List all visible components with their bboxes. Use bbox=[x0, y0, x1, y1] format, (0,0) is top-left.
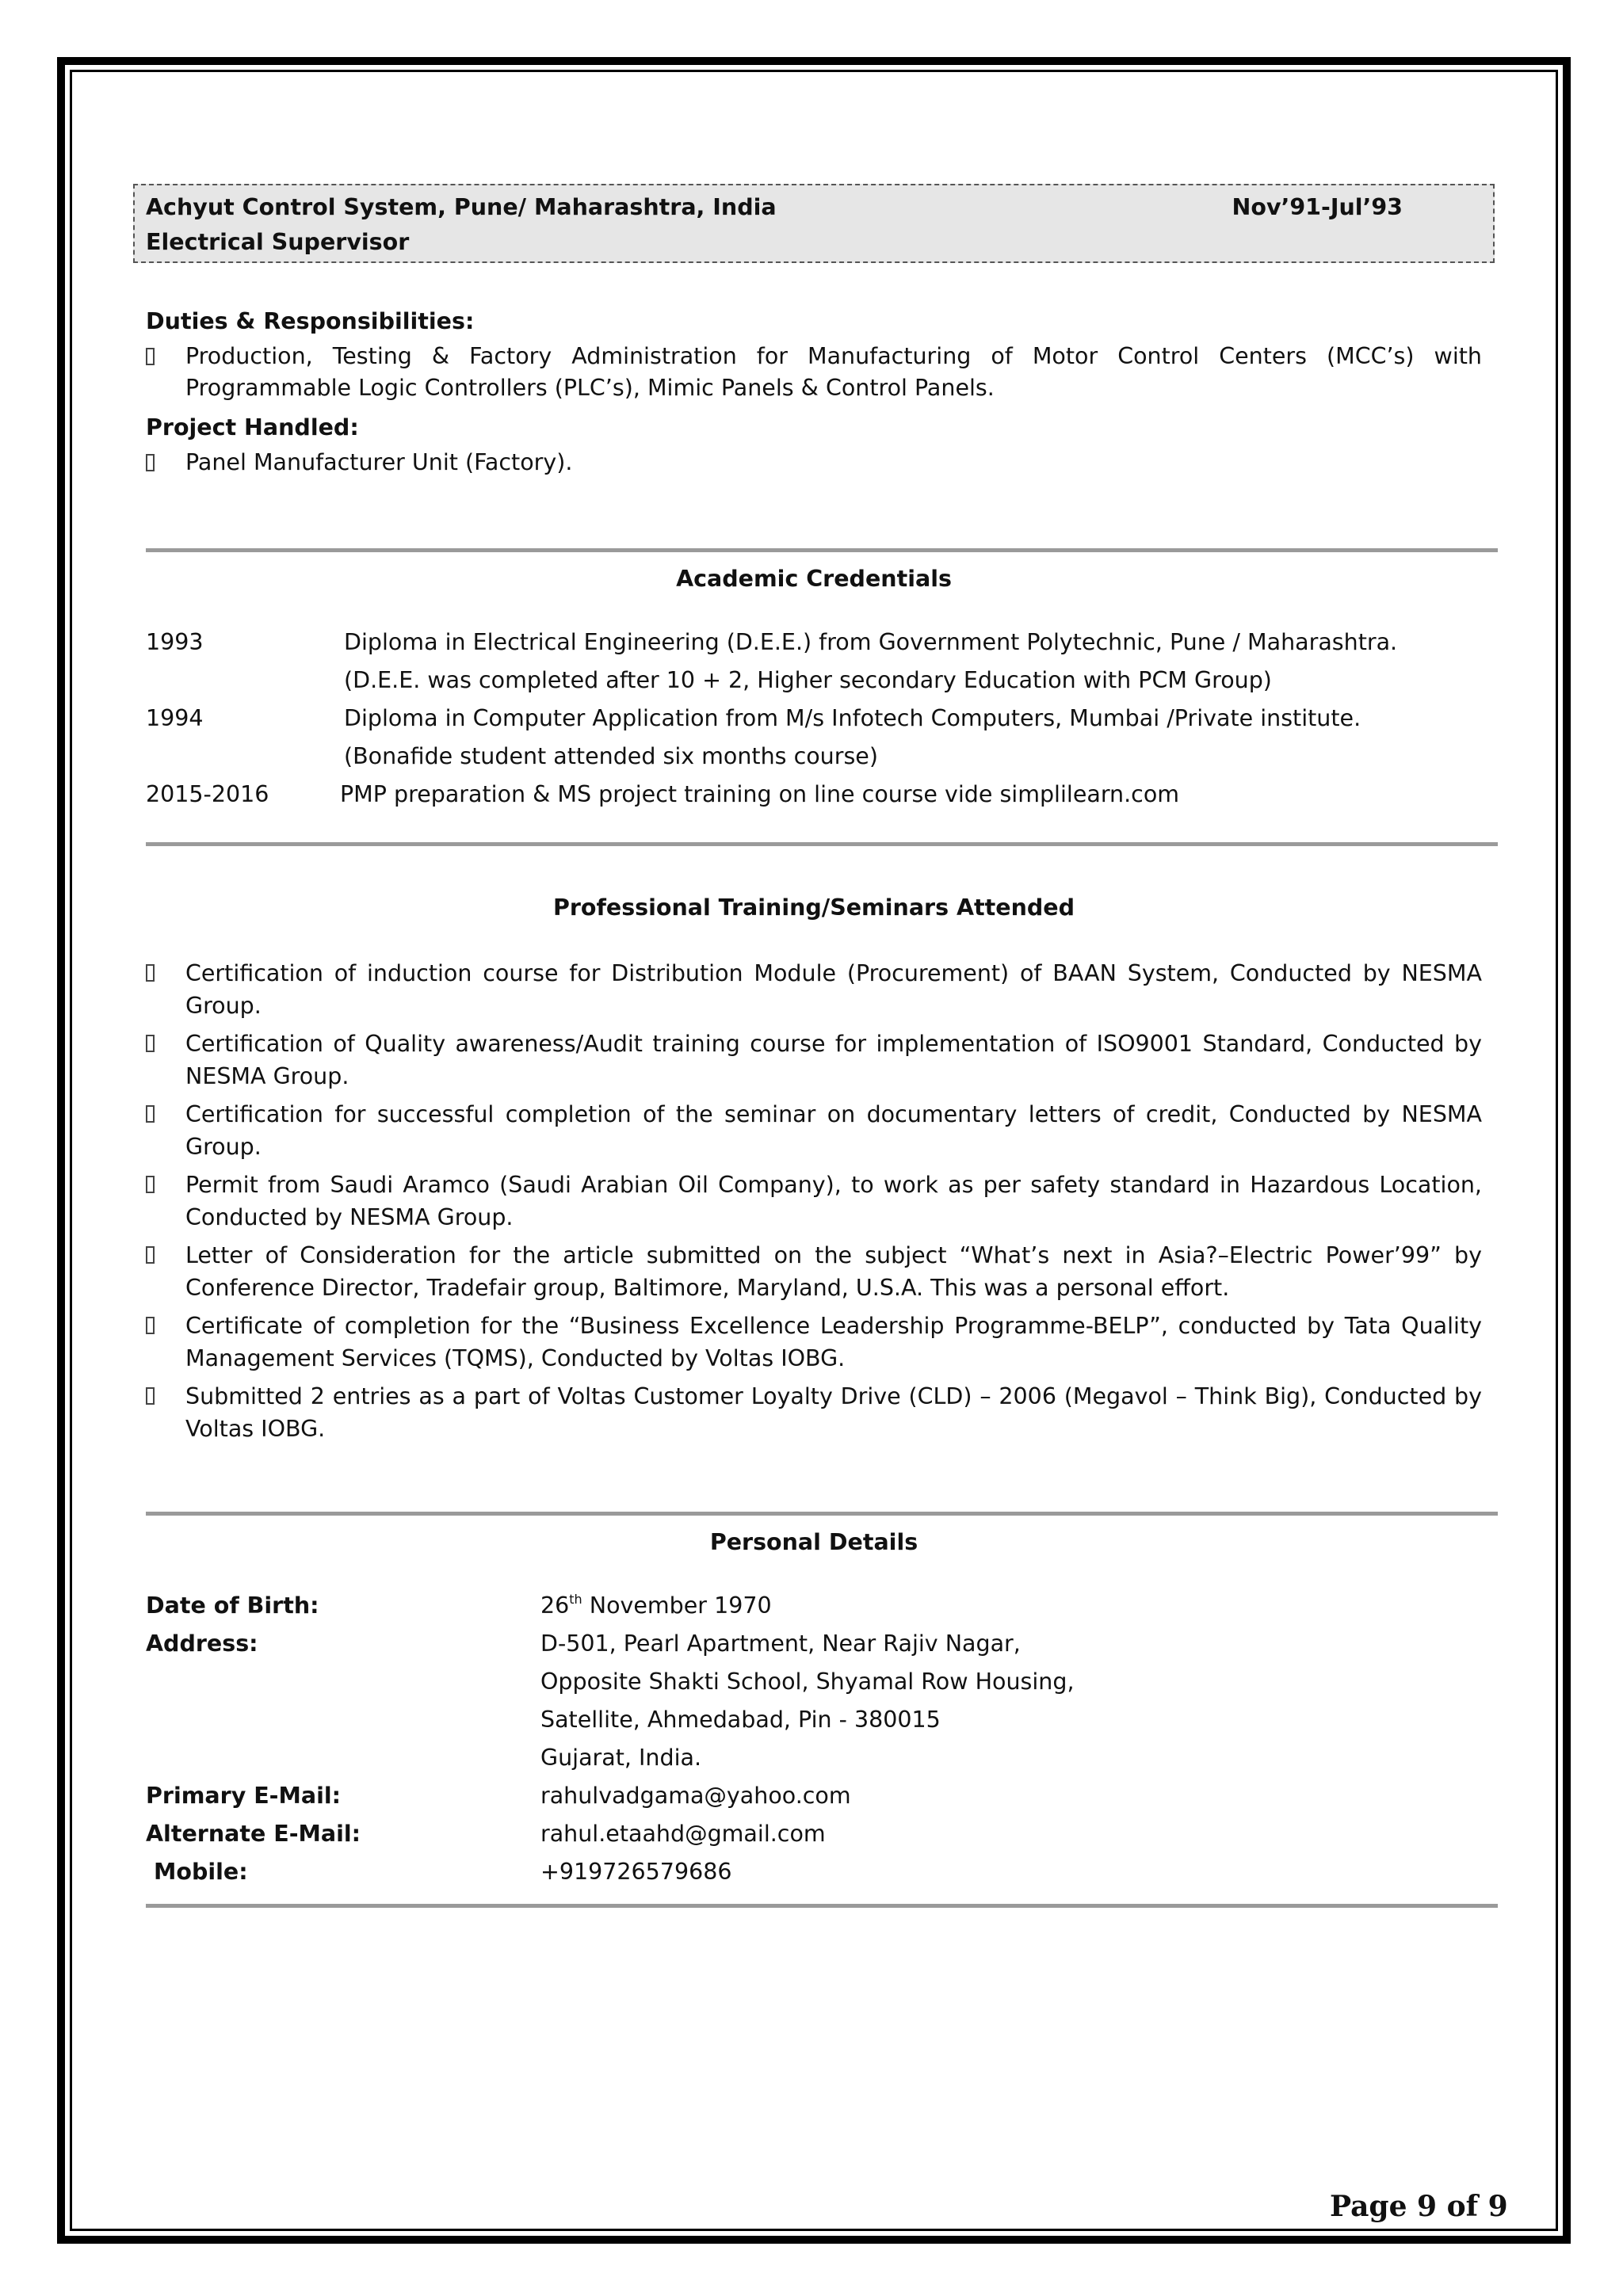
academic-text: PMP preparation & MS project training on line course vide simplilearn.com bbox=[340, 781, 1180, 807]
job-header-box bbox=[133, 184, 1495, 263]
section-divider bbox=[146, 548, 1498, 552]
list-item bbox=[146, 1310, 1482, 1375]
address-line: D-501, Pearl Apartment, Near Rajiv Nagar, bbox=[540, 1630, 1021, 1657]
academic-row bbox=[146, 624, 1482, 662]
training-text: Certification of induction course for Distribution Module (Procurement) of BAAN System, Conducted by NESMA Group. bbox=[185, 960, 1482, 1019]
mobile-row bbox=[146, 1853, 1482, 1891]
address-row bbox=[146, 1701, 1482, 1739]
academic-text: Diploma in Computer Application from M/s Infotech Computers, Mumbai /Private institute. bbox=[344, 705, 1361, 731]
mobile-label: Mobile: bbox=[154, 1859, 248, 1885]
academic-text: (Bonafide student attended six months course) bbox=[344, 743, 878, 769]
projects-list bbox=[146, 447, 1482, 479]
dob-value bbox=[540, 1587, 772, 1625]
academic-row bbox=[146, 662, 1482, 700]
address-row bbox=[146, 1739, 1482, 1777]
academic-title: Academic Credentials bbox=[676, 566, 952, 592]
academic-text: Diploma in Electrical Engineering (D.E.E.) from Government Polytechnic, Pune / Maharashtra. bbox=[344, 629, 1398, 655]
training-text: Certification of Quality awareness/Audit training course for implementation of ISO9001 Standard, Conducted by NESMA Group. bbox=[185, 1031, 1482, 1089]
section-divider bbox=[146, 842, 1498, 846]
training-text: Letter of Consideration for the article submitted on the subject “What’s next in Asia?–Electric Power’99” by Conference Director, Tradefair group, Baltimore, Maryland, U.S.A. This was a personal effort. bbox=[185, 1242, 1482, 1301]
training-list bbox=[146, 957, 1482, 1445]
address-line: Opposite Shakti School, Shyamal Row Housing, bbox=[540, 1669, 1075, 1695]
academic-row bbox=[146, 700, 1482, 738]
job-dates: Nov’91-Jul’93 bbox=[1232, 194, 1403, 220]
dob-rest: November 1970 bbox=[582, 1592, 772, 1619]
personal-details bbox=[146, 1587, 1482, 1891]
list-item bbox=[146, 1239, 1482, 1304]
academic-list bbox=[146, 624, 1482, 814]
training-title: Professional Training/Seminars Attended bbox=[552, 894, 1075, 921]
alt-email-link[interactable]: rahul.etaahd@gmail.com bbox=[540, 1821, 826, 1847]
academic-year bbox=[146, 738, 344, 776]
bullet-icon bbox=[146, 447, 157, 479]
duty-text: Production, Testing & Factory Administration for Manufacturing of Motor Control Centers (MCC’s) with Programmable Logic Controllers (PLC’s), Mimic Panels & Control Panels. bbox=[185, 343, 1482, 401]
list-item bbox=[146, 1380, 1482, 1445]
section-divider bbox=[146, 1512, 1498, 1516]
list-item bbox=[146, 1098, 1482, 1163]
dob-label: Date of Birth: bbox=[146, 1592, 319, 1619]
address-label: Address: bbox=[146, 1630, 258, 1657]
resume-page bbox=[146, 184, 1482, 1908]
training-text: Certification for successful completion of the seminar on documentary letters of credit, Conducted by NESMA Group. bbox=[185, 1101, 1482, 1160]
primary-email-link[interactable]: rahulvadgama@yahoo.com bbox=[540, 1783, 851, 1809]
duties-list bbox=[146, 341, 1482, 404]
alt-email-row bbox=[146, 1815, 1482, 1853]
academic-text: (D.E.E. was completed after 10 + 2, Higher secondary Education with PCM Group) bbox=[344, 667, 1272, 693]
dob-row bbox=[146, 1587, 1482, 1625]
academic-row bbox=[146, 738, 1482, 776]
training-text: Certificate of completion for the “Business Excellence Leadership Programme-BELP”, conducted by Tata Quality Management Services (TQMS), Conducted by Voltas IOBG. bbox=[185, 1313, 1482, 1371]
bullet-icon bbox=[146, 957, 157, 989]
training-text: Permit from Saudi Aramco (Saudi Arabian Oil Company), to work as per safety standard in Hazardous Location, Conducted by NESMA Group. bbox=[185, 1172, 1482, 1230]
personal-title: Personal Details bbox=[709, 1529, 918, 1555]
primary-email-row bbox=[146, 1777, 1482, 1815]
dob-day: 26 bbox=[540, 1592, 570, 1619]
academic-year: 2015-2016 bbox=[146, 781, 269, 807]
page-number: Page 9 of 9 bbox=[1330, 2190, 1508, 2223]
academic-row bbox=[146, 776, 1482, 814]
list-item bbox=[146, 1028, 1482, 1093]
primary-email-label: Primary E-Mail: bbox=[146, 1783, 342, 1809]
bullet-icon bbox=[146, 1098, 157, 1130]
training-text: Submitted 2 entries as a part of Voltas Customer Loyalty Drive (CLD) – 2006 (Megavol – Think Big), Conducted by Voltas IOBG. bbox=[185, 1383, 1482, 1442]
address-line: Satellite, Ahmedabad, Pin - 380015 bbox=[540, 1707, 941, 1733]
bullet-icon bbox=[146, 341, 157, 372]
mobile-number: +919726579686 bbox=[540, 1859, 732, 1885]
project-text: Panel Manufacturer Unit (Factory). bbox=[185, 449, 573, 475]
duties-heading: Duties & Responsibilities: bbox=[146, 308, 475, 334]
list-item bbox=[146, 447, 1482, 479]
projects-heading: Project Handled: bbox=[146, 414, 359, 441]
list-item bbox=[146, 341, 1482, 404]
address-line: Gujarat, India. bbox=[540, 1745, 702, 1771]
bullet-icon bbox=[146, 1310, 157, 1341]
address-row bbox=[146, 1625, 1482, 1663]
bullet-icon bbox=[146, 1239, 157, 1271]
academic-year: 1994 bbox=[146, 705, 204, 731]
academic-year bbox=[146, 662, 344, 700]
job-company: Achyut Control System, Pune/ Maharashtra, India bbox=[146, 194, 777, 220]
bullet-icon bbox=[146, 1380, 157, 1412]
list-item bbox=[146, 1169, 1482, 1234]
bullet-icon bbox=[146, 1169, 157, 1200]
address-row bbox=[146, 1663, 1482, 1701]
section-divider bbox=[146, 1904, 1498, 1908]
dob-suffix: th bbox=[569, 1591, 582, 1607]
academic-year: 1993 bbox=[146, 629, 204, 655]
bullet-icon bbox=[146, 1028, 157, 1059]
list-item bbox=[146, 957, 1482, 1022]
job-title: Electrical Supervisor bbox=[146, 229, 410, 255]
job-company-row bbox=[146, 190, 1482, 225]
alt-email-label: Alternate E-Mail: bbox=[146, 1821, 361, 1847]
